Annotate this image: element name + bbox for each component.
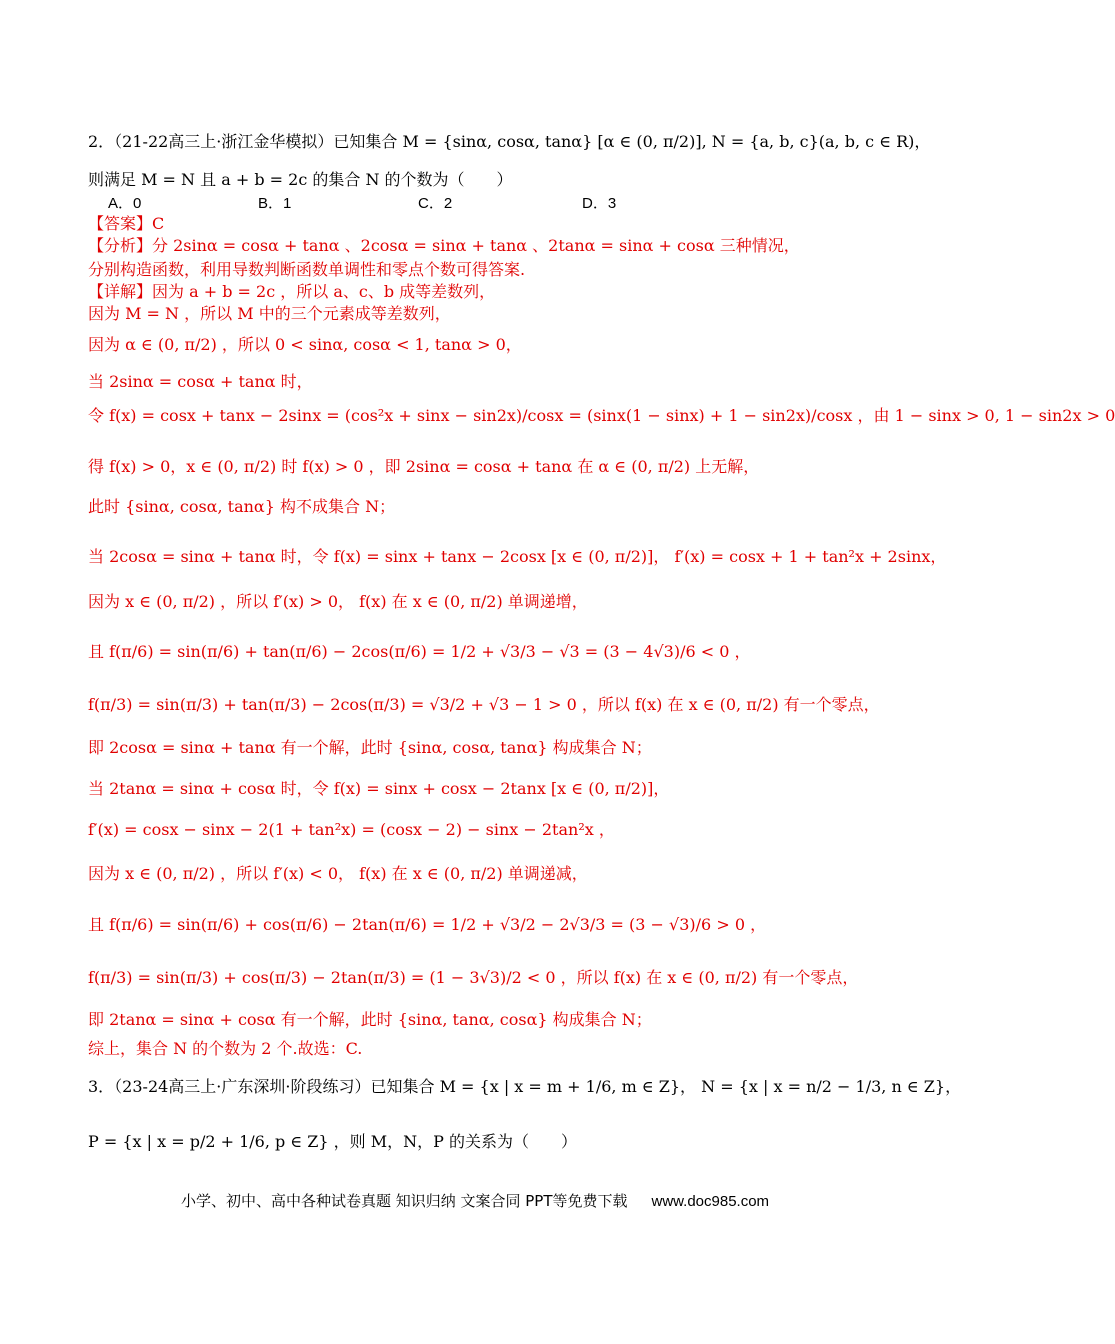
choice-a: A．0 [108,195,142,212]
detail-line-11: f(π/3) = sin(π/3) + tan(π/3) − 2cos(π/3) = √3/2 + √3 − 1 > 0 ，所以 f(x) 在 x ∈ (0, π/2) 有一个零点， [88,695,880,714]
question-3-prompt: P = {x | x = p/2 + 1/6, p ∈ Z} ，则 M，N，P 的关系为（ ） [88,1132,577,1151]
detail-line-4: 当 2sinα = cosα + tanα 时， [88,372,313,391]
answer-line: 【答案】C [88,214,165,233]
detail-line-8: 当 2cosα = sinα + tanα 时，令 f(x) = sinx + tanx − 2cosx [x ∈ (0, π/2)]， f′(x) = cosx + 1 + tan²x + 2sinx， [88,547,947,566]
question-2-prompt: 则满足 M = N 且 a + b = 2c 的集合 N 的个数为（ ） [88,170,513,189]
detail-line-1: 【详解】因为 a + b = 2c ，所以 a、c、b 成等差数列， [88,282,496,301]
detail-line-10: 且 f(π/6) = sin(π/6) + tan(π/6) − 2cos(π/6) = 1/2 + √3/3 − √3 = (3 − 4√3)/6 < 0 ， [88,642,751,661]
detail-line-5: 令 f(x) = cosx + tanx − 2sinx = (cos²x + sinx − sin2x)/cosx = (sinx(1 − sinx) + 1 − sin2x)/cosx ，由 1 − sinx > 0, 1 − sin2x > 0 [88,406,1115,425]
footer-site-link[interactable]: www.doc985.com [651,1193,770,1210]
detail-line-9: 因为 x ∈ (0, π/2) ，所以 f′(x) > 0， f(x) 在 x ∈ (0, π/2) 单调递增， [88,592,588,611]
detail-line-19: 综上，集合 N 的个数为 2 个.故选：C. [88,1039,363,1058]
analysis-line-2: 分别构造函数，利用导数判断函数单调性和零点个数可得答案. [88,260,526,279]
detail-line-18: 即 2tanα = sinα + cosα 有一个解，此时 {sinα, tanα, cosα} 构成集合 N； [88,1010,652,1029]
detail-line-2: 因为 M = N ，所以 M 中的三个元素成等差数列， [88,304,451,323]
detail-line-17: f(π/3) = sin(π/3) + cos(π/3) − 2tan(π/3) = (1 − 3√3)/2 < 0 ，所以 f(x) 在 x ∈ (0, π/2) 有一个零点， [88,968,859,987]
page-footer [0,1190,950,1211]
detail-line-16: 且 f(π/6) = sin(π/6) + cos(π/6) − 2tan(π/6) = 1/2 + √3/2 − 2√3/3 = (3 − √3)/6 > 0 ， [88,915,767,934]
analysis-line-1: 【分析】分 2sinα = cosα + tanα 、2cosα = sinα + tanα 、2tanα = sinα + cosα 三种情况， [88,236,800,255]
footer-text: 小学、初中、高中各种试卷真题 知识归纳 文案合同 PPT等免费下载 [180,1192,628,1210]
detail-line-14: f′(x) = cosx − sinx − 2(1 + tan²x) = (cosx − 2) − sinx − 2tan²x ， [88,820,615,839]
detail-line-6: 得 f(x) > 0，x ∈ (0, π/2) 时 f(x) > 0 ，即 2sinα = cosα + tanα 在 α ∈ (0, π/2) 上无解， [88,457,760,476]
choice-c: C．2 [418,195,453,212]
question-3-stem: 3．（23-24高三上·广东深圳·阶段练习）已知集合 M = {x | x = m + 1/6, m ∈ Z}， N = {x | x = n/2 − 1/3, n ∈ Z}， [88,1077,962,1096]
detail-line-15: 因为 x ∈ (0, π/2) ，所以 f′(x) < 0， f(x) 在 x ∈ (0, π/2) 单调递减， [88,864,588,883]
detail-line-7: 此时 {sinα, cosα, tanα} 构不成集合 N； [88,497,396,516]
choice-b: B．1 [258,195,292,212]
question-2-stem: 2．（21-22高三上·浙江金华模拟）已知集合 M = {sinα, cosα, tanα} [α ∈ (0, π/2)], N = {a, b, c}(a, b, c ∈ R)， [88,132,931,151]
detail-line-13: 当 2tanα = sinα + cosα 时，令 f(x) = sinx + cosx − 2tanx [x ∈ (0, π/2)]， [88,779,670,798]
choice-d: D．3 [582,195,617,212]
detail-line-3: 因为 α ∈ (0, π/2) ，所以 0 < sinα, cosα < 1, tanα > 0， [88,335,522,354]
detail-line-12: 即 2cosα = sinα + tanα 有一个解，此时 {sinα, cosα, tanα} 构成集合 N； [88,738,652,757]
